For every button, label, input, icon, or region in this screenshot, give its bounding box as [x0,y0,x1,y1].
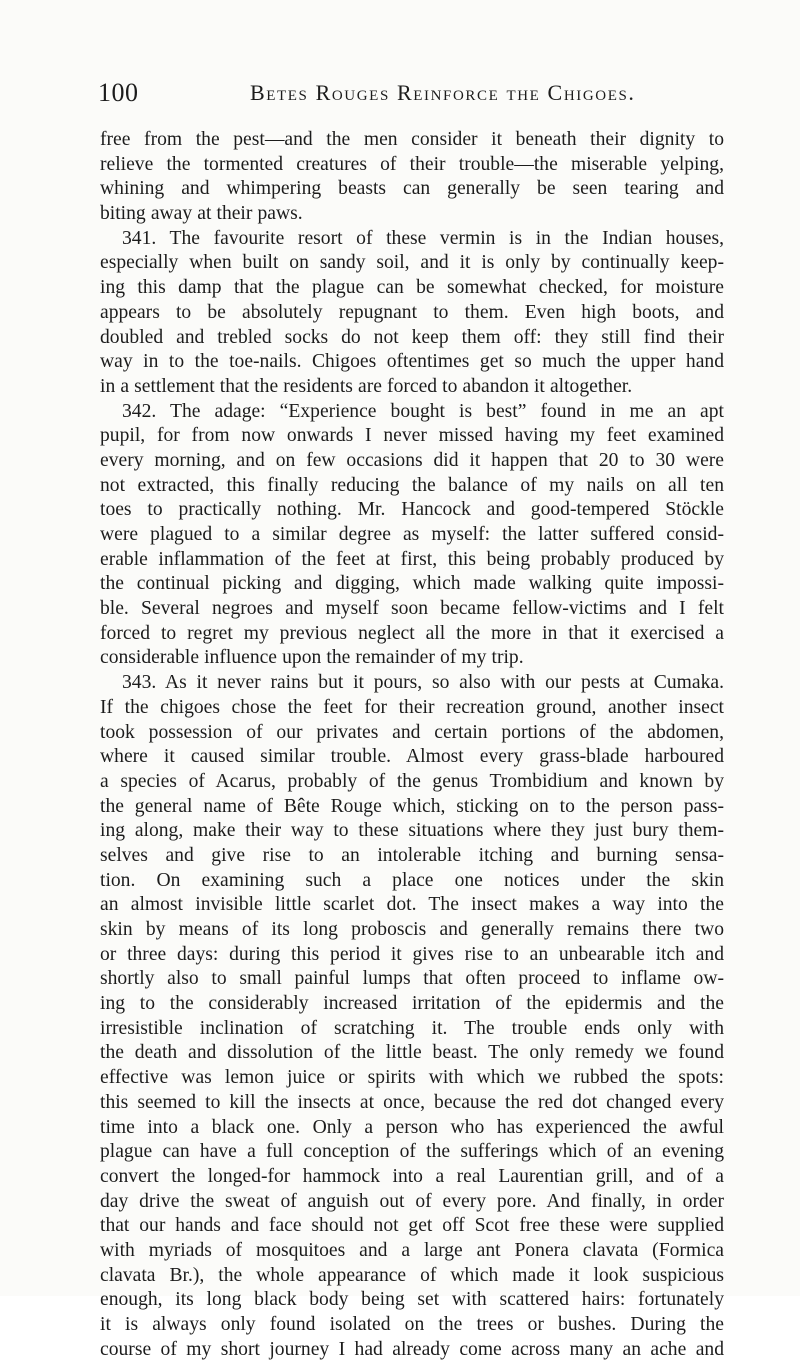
text-line: not extracted, this finally reducing the balance of my nails on all ten [100,474,724,496]
text-line: were plagued to a similar degree as myself: the latter suffered consid- [100,524,724,545]
text-line: plague can have a full conception of the sufferings which of an evening [100,1141,724,1163]
text-line: in a settlement that the residents are forced to abandon it altogether. [100,375,633,397]
text-line: ing to the considerably increased irritation of the epidermis and the [100,993,724,1015]
text-line: forced to regret my previous neglect all the more in that it exercised a [100,622,724,644]
text-line: appears to be absolutely repugnant to them. Even high boots, and [100,301,724,323]
text-line: pupil, for from now onwards I never missed having my feet examined [100,425,724,447]
page-header [98,78,718,112]
text-line: 343. As it never rains but it pours, so also with our pests at Cumaka. [122,672,724,694]
text-line: considerable influence upon the remainder of my trip. [100,647,524,669]
text-line: time into a black one. Only a person who has experienced the awful [100,1116,724,1138]
text-line: or three days: during this period it gives rise to an unbearable itch and [100,943,724,965]
text-line: enough, its long black body being set with scattered hairs: fortunately [100,1289,724,1311]
text-line: relieve the tormented creatures of their trouble—the miserable yelping, [100,153,724,175]
text-line: doubled and trebled socks do not keep them off: they still find their [100,326,724,348]
text-line: shortly also to small painful lumps that often proceed to inflame ow- [100,968,724,990]
text-line: ing this damp that the plague can be somewhat checked, for moisture [100,277,724,299]
text-line: selves and give rise to an intolerable itching and burning sensa- [100,844,724,866]
running-title: Betes Rouges Reinforce the Chigoes. [250,80,636,105]
text-line: that our hands and face should not get off Scot free these were supplied [100,1215,724,1237]
text-line: the continual picking and digging, which made walking quite impossi- [100,573,724,595]
text-line: 341. The favourite resort of these vermin is in the Indian houses, [122,227,724,249]
text-line: ing along, make their way to these situations where they just bury them- [100,820,724,842]
text-line: took possession of our privates and certain portions of the abdomen, [100,721,724,743]
text-line: especially when built on sandy soil, and it is only by continually keep- [100,252,724,274]
text-line: way in to the toe-nails. Chigoes oftentimes get so much the upper hand [100,351,724,373]
text-line: the death and dissolution of the little beast. The only remedy we found [100,1042,724,1064]
text-line: course of my short journey I had already come across many an ache and [100,1338,724,1360]
text-line: If the chigoes chose the feet for their recreation ground, another insect [100,696,724,718]
text-line: it is always only found isolated on the trees or bushes. During the [100,1314,724,1335]
text-line: 342. The adage: “Experience bought is best” found in me an apt [122,400,724,422]
text-line: free from the pest—and the men consider it beneath their dignity to [100,129,724,150]
text-line: convert the longed-for hammock into a real Laurentian grill, and of a [100,1165,724,1187]
text-line: effective was lemon juice or spirits with which we rubbed the spots: [100,1067,724,1089]
text-line: biting away at their paws. [100,203,303,225]
text-line: erable inflammation of the feet at first, this being probably produced by [100,548,724,570]
text-line: a species of Acarus, probably of the genus Trombidium and known by [100,770,724,792]
text-line: skin by means of its long proboscis and generally remains there two [100,919,724,940]
text-line: day drive the sweat of anguish out of every pore. And finally, in order [100,1190,724,1212]
text-line: tion. On examining such a place one notices under the skin [100,869,724,891]
text-line: whining and whimpering beasts can generally be seen tearing and [100,178,724,200]
text-line: every morning, and on few occasions did it happen that 20 to 30 were [100,449,724,471]
text-line: clavata Br.), the whole appearance of which made it look suspicious [100,1264,724,1286]
page-number: 100 [98,78,139,107]
text-line: with myriads of mosquitoes and a large ant Ponera clavata (Formica [100,1239,724,1261]
text-line: an almost invisible little scarlet dot. The insect makes a way into the [100,894,724,916]
text-line: this seemed to kill the insects at once, because the red dot changed every [100,1091,724,1113]
body-text [100,128,724,1362]
text-line: irresistible inclination of scratching it. The trouble ends only with [100,1017,724,1039]
text-line: toes to practically nothing. Mr. Hancock and good-tempered Stöckle [100,499,724,521]
text-line: the general name of Bête Rouge which, sticking on to the person pass- [100,795,724,817]
text-line: where it caused similar trouble. Almost every grass-blade harboured [100,746,724,768]
text-line: ble. Several negroes and myself soon became fellow-victims and I felt [100,598,724,620]
